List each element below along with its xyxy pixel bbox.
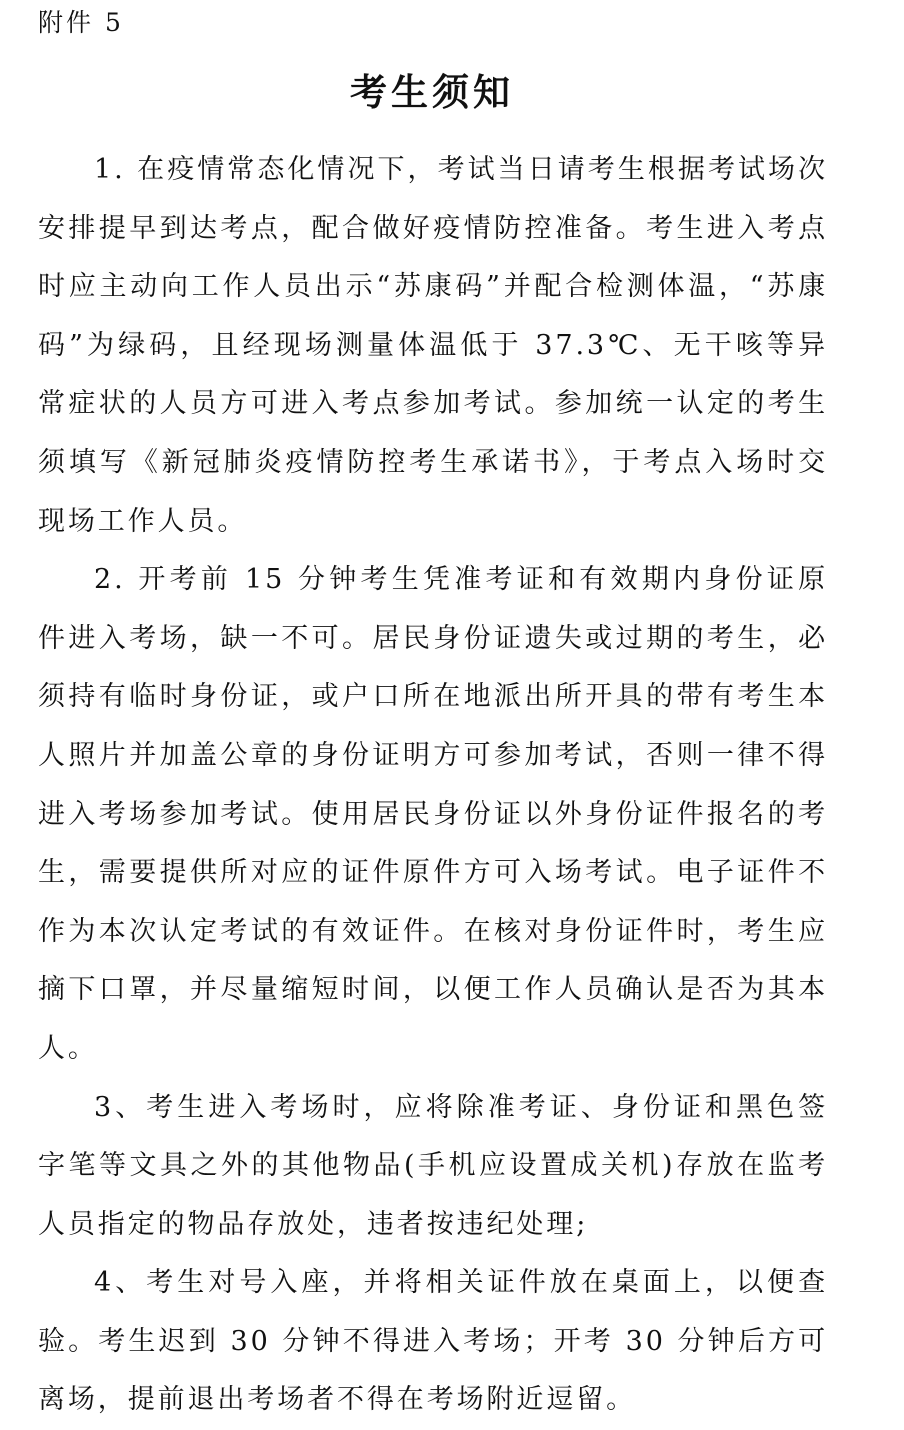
paragraph-2: 2. 开考前 15 分钟考生凭准考证和有效期内身份证原件进入考场，缺一不可。居民身份证遗失或过期的考生，必须持有临时身份证，或户口所在地派出所开具的带有考生本人照片并加盖公章的身份证明方可参加考试，否则一律不得进入考场参加考试。使用居民身份证以外身份证件报名的考生，需要提供所对应的证件原件方可入场考试。电子证件不作为本次认定考试的有效证件。在核对身份证件时，考生应摘下口罩，并尽量缩短时间，以便工作人员确认是否为其本人。 [38,564,828,1064]
page-title: 考生须知 [350,71,514,114]
notice-body [38,141,828,1430]
paragraph-4: 4、考生对号入座，并将相关证件放在桌面上，以便查验。考生迟到 30 分钟不得进入考场；开考 30 分钟后方可离场，提前退出考场者不得在考场附近逗留。 [38,1267,828,1416]
paragraph-1: 1. 在疫情常态化情况下，考试当日请考生根据考试场次安排提早到达考点，配合做好疫情防控准备。考生进入考点时应主动向工作人员出示“苏康码”并配合检测体温，“苏康码”为绿码，且经现场测量体温低于 37.3℃、无干咳等异常症状的人员方可进入考点参加考试。参加统一认定的考生须填写《新冠肺炎疫情防控考生承诺书》，于考点入场时交现场工作人员。 [38,154,828,537]
attachment-label: 附件 5 [38,8,124,37]
paragraph-3: 3、考生进入考场时，应将除准考证、身份证和黑色签字笔等文具之外的其他物品(手机应设置成关机)存放在监考人员指定的物品存放处，违者按违纪处理; [38,1091,828,1240]
